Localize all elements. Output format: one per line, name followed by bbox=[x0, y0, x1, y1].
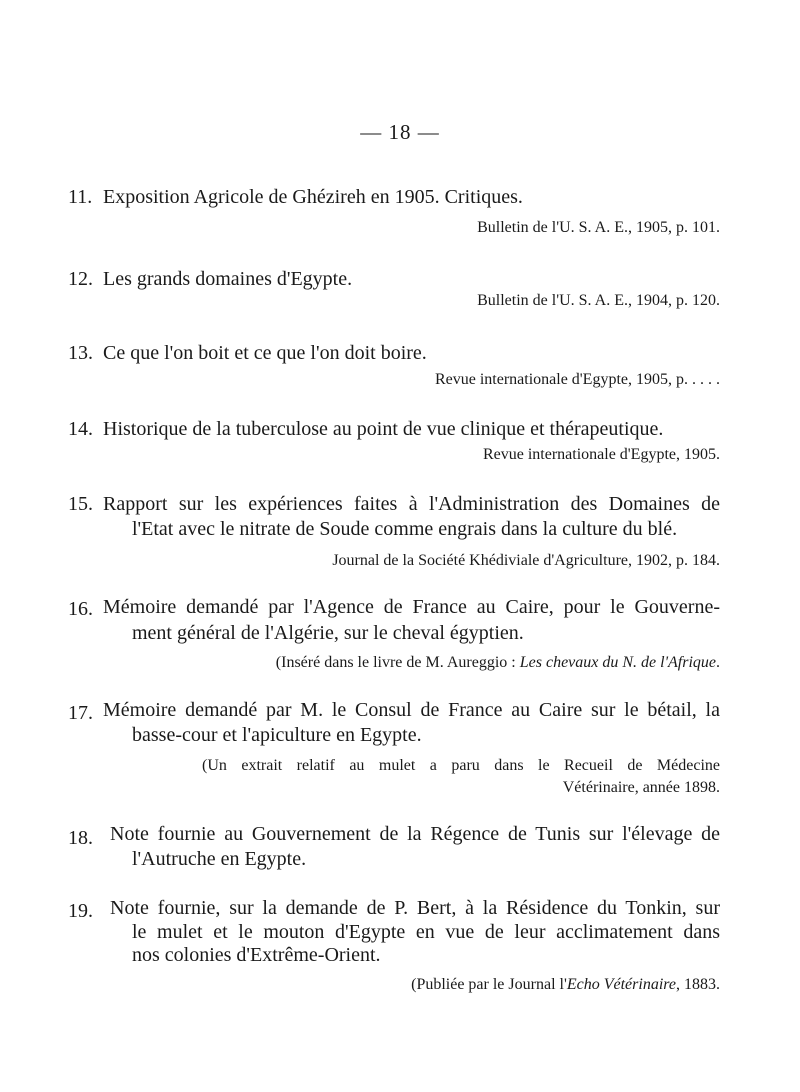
entry-number: 11. bbox=[68, 186, 93, 208]
entry-source bbox=[276, 654, 720, 672]
entry-source: Revue internationale d'Egypte, 1905. bbox=[482, 446, 720, 463]
entry-source-suffix: , 1883. bbox=[676, 976, 720, 993]
entry-number: 18. bbox=[68, 827, 93, 849]
entry-title: Ce que l'on boit et ce que l'on doit boire. bbox=[103, 342, 427, 364]
entry-title-line-2: ment général de l'Algérie, sur le cheval égyptien. bbox=[132, 622, 524, 644]
entry-title-line-2: l'Autruche en Egypte. bbox=[132, 848, 307, 870]
entry-number: 13. bbox=[68, 342, 93, 364]
entry-title-line-2: le mulet et le mouton d'Egypte en vue de leur acclimatement dans bbox=[132, 921, 720, 943]
entry-title-line-2: basse-cour et l'apiculture en Egypte. bbox=[132, 724, 422, 746]
entry-source: Bulletin de l'U. S. A. E., 1904, p. 120. bbox=[477, 292, 720, 309]
entry-source-line-2: Vétérinaire, année 1898. bbox=[562, 779, 720, 796]
entry-number: 19. bbox=[68, 900, 93, 922]
entry-source-line-1: (Un extrait relatif au mulet a paru dans le Recueil de Médecine bbox=[202, 757, 720, 774]
entry-number: 16. bbox=[68, 598, 93, 620]
entry-number: 15. bbox=[68, 493, 93, 515]
entry-title: Les grands domaines d'Egypte. bbox=[103, 268, 353, 290]
entry-number: 17. bbox=[68, 702, 93, 724]
entry-number: 14. bbox=[68, 418, 93, 440]
entry-title-line-1: Mémoire demandé par l'Agence de France au Caire, pour le Gouverne- bbox=[103, 596, 720, 618]
entry-source-italic: Les chevaux du N. de l'Afrique bbox=[519, 654, 716, 671]
entry-source-prefix: (Publiée par le Journal l' bbox=[411, 976, 567, 993]
entry-number: 12. bbox=[68, 268, 93, 290]
page-number: — 18 — bbox=[360, 120, 440, 144]
entry-source: Revue internationale d'Egypte, 1905, p. . . . . bbox=[434, 371, 720, 388]
entry-source: Journal de la Société Khédiviale d'Agriculture, 1902, p. 184. bbox=[332, 552, 720, 569]
entry-title: Exposition Agricole de Ghézireh en 1905. Critiques. bbox=[103, 186, 523, 208]
entry-title: Historique de la tuberculose au point de vue clinique et thérapeutique. bbox=[103, 418, 664, 440]
entry-title-line-2: l'Etat avec le nitrate de Soude comme engrais dans la culture du blé. bbox=[132, 518, 678, 540]
entry-title-line-1: Note fournie au Gouvernement de la Régence de Tunis sur l'élevage de bbox=[110, 823, 720, 845]
entry-source-italic: Echo Vétérinaire bbox=[566, 976, 676, 993]
entry-title-line-1: Note fournie, sur la demande de P. Bert, à la Résidence du Tonkin, sur bbox=[110, 897, 720, 919]
entry-title-line-1: Rapport sur les expériences faites à l'Administration des Domaines de bbox=[103, 493, 720, 515]
entry-source-suffix: . bbox=[716, 654, 720, 671]
entry-source bbox=[411, 976, 720, 994]
entry-title-line-3: nos colonies d'Extrême-Orient. bbox=[132, 944, 381, 966]
entry-source: Bulletin de l'U. S. A. E., 1905, p. 101. bbox=[477, 219, 720, 236]
entry-source-prefix: (Inséré dans le livre de M. Aureggio : bbox=[275, 654, 520, 671]
entry-title-line-1: Mémoire demandé par M. le Consul de France au Caire sur le bétail, la bbox=[103, 699, 720, 721]
